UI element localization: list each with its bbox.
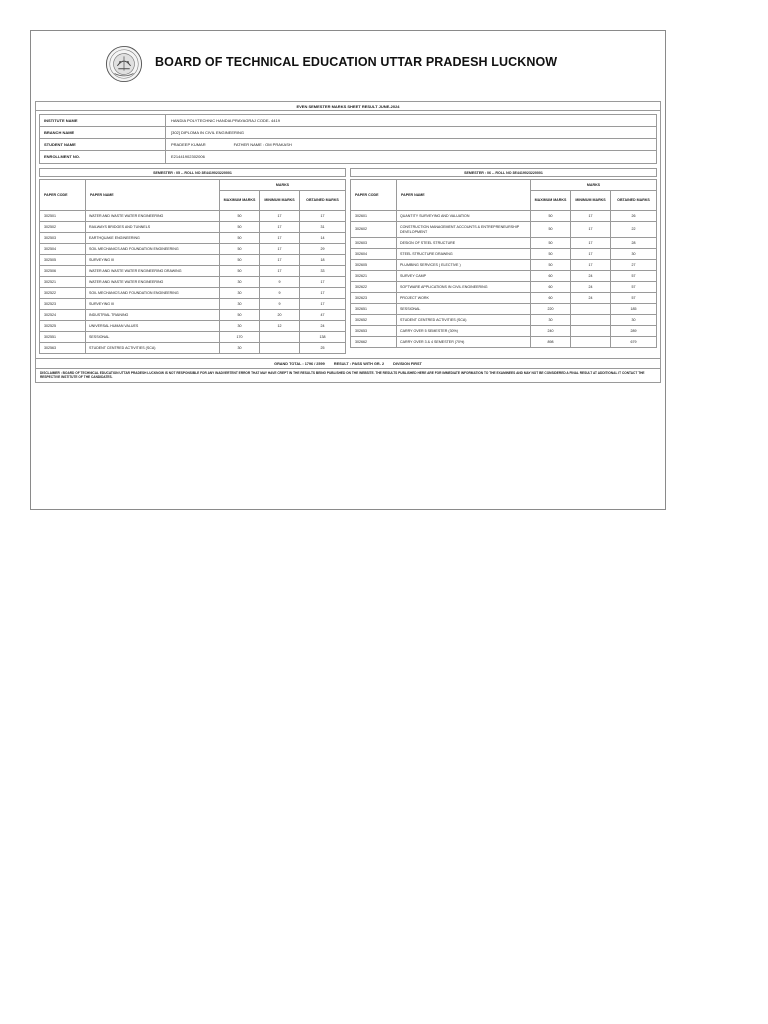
obtained-marks-cell: 18 (300, 255, 346, 266)
student-info (39, 114, 657, 164)
paper-code-cell: 302502 (40, 222, 86, 233)
paper-code-cell: 302662 (351, 337, 397, 348)
maximum-marks-cell: 30 (220, 277, 260, 288)
paper-name-cell: SESSIONAL (397, 304, 531, 315)
division: DIVISION FIRST (393, 362, 422, 366)
minimum-marks-cell: 9 (260, 277, 300, 288)
table-row (40, 299, 346, 310)
paper-code-cell: 302651 (351, 304, 397, 315)
obtained-marks-cell: 17 (300, 299, 346, 310)
obtained-marks-cell: 17 (300, 211, 346, 222)
paper-code-cell: 302504 (40, 244, 86, 255)
maximum-marks-cell: 50 (220, 211, 260, 222)
grand-total: GRAND TOTAL : 1796 / 2599 (274, 362, 325, 366)
obtained-marks-cell: 17 (300, 288, 346, 299)
paper-name-cell: PROJECT WORK (397, 293, 531, 304)
table-row (40, 233, 346, 244)
table-row (351, 260, 657, 271)
semester-6 (350, 168, 657, 354)
table-row (351, 337, 657, 348)
maximum-marks-cell: 50 (220, 266, 260, 277)
minimum-marks-cell: 24 (571, 293, 611, 304)
table-row (351, 304, 657, 315)
table-row (351, 222, 657, 238)
table-row (40, 310, 346, 321)
maximum-marks-cell: 30 (220, 343, 260, 354)
result-title: EVEN SEMESTER MARKS SHEET RESULT JUNE-2024 (36, 102, 660, 111)
maximum-marks-cell: 50 (531, 211, 571, 222)
paper-name-cell: WATER AND WASTE WATER ENGINEERING (86, 211, 220, 222)
obtained-marks-cell: 47 (300, 310, 346, 321)
marksheet-page (30, 30, 666, 510)
paper-name-cell: STEEL STRUCTURE DRAWING (397, 249, 531, 260)
header (31, 43, 665, 83)
paper-code-cell: 302501 (40, 211, 86, 222)
minimum-marks-cell: 17 (571, 222, 611, 238)
maximum-marks-cell: 50 (531, 222, 571, 238)
maximum-marks-cell: 50 (531, 238, 571, 249)
paper-name-cell: RAILWAYS BRIDGES AND TUNNELS (86, 222, 220, 233)
paper-code-cell: 302601 (351, 211, 397, 222)
minimum-marks-cell: 17 (260, 233, 300, 244)
paper-code-cell: 302623 (351, 293, 397, 304)
maximum-marks-cell: 50 (531, 260, 571, 271)
paper-code-cell: 302521 (40, 277, 86, 288)
maximum-marks-cell: 60 (531, 282, 571, 293)
minimum-marks-cell: 24 (571, 282, 611, 293)
paper-code-cell: 302622 (351, 282, 397, 293)
minimum-marks-cell: 17 (260, 211, 300, 222)
obtained-marks-cell: 27 (611, 260, 657, 271)
maximum-marks-cell: 50 (220, 233, 260, 244)
table-row (40, 321, 346, 332)
obtained-marks-cell: 29 (300, 244, 346, 255)
col-maximum: MAXIMUM MARKS (531, 191, 571, 211)
col-paper-code: PAPER CODE (40, 180, 86, 211)
institute-value: HANDIA POLYTECHNIC HANDIA PRAYAGRAJ CODE- 4419 (171, 118, 280, 123)
table-row (40, 222, 346, 233)
col-paper-name: PAPER NAME (86, 180, 220, 211)
paper-code-cell: 302551 (40, 332, 86, 343)
maximum-marks-cell: 170 (220, 332, 260, 343)
paper-code-cell: 302653 (351, 326, 397, 337)
minimum-marks-cell: 17 (260, 222, 300, 233)
enrollment-label: ENROLLMENT NO. (40, 151, 166, 163)
semester-5-table (39, 179, 346, 354)
paper-code-cell: 302602 (351, 222, 397, 238)
result-sheet (35, 101, 661, 383)
paper-code-cell: 302621 (351, 271, 397, 282)
minimum-marks-cell: 12 (260, 321, 300, 332)
maximum-marks-cell: 60 (531, 271, 571, 282)
col-paper-name: PAPER NAME (397, 180, 531, 211)
paper-code-cell: 302523 (40, 299, 86, 310)
obtained-marks-cell: 185 (611, 304, 657, 315)
obtained-marks-cell: 57 (611, 293, 657, 304)
paper-name-cell: DESIGN OF STEEL STRUCTURE (397, 238, 531, 249)
paper-name-cell: WATER AND WASTE WATER ENGINEERING DRAWING (86, 266, 220, 277)
paper-name-cell: SURVEY CAMP (397, 271, 531, 282)
paper-name-cell: SESSIONAL (86, 332, 220, 343)
col-paper-code: PAPER CODE (351, 180, 397, 211)
minimum-marks-cell (571, 326, 611, 337)
col-minimum: MINIMUM MARKS (260, 191, 300, 211)
minimum-marks-cell: 17 (260, 244, 300, 255)
paper-name-cell: CARRY OVER 5 SEMESTER (30%) (397, 326, 531, 337)
institute-label: INSTITUTE NAME (40, 115, 166, 126)
branch-row (40, 127, 656, 139)
minimum-marks-cell (260, 332, 300, 343)
maximum-marks-cell: 898 (531, 337, 571, 348)
maximum-marks-cell: 50 (220, 244, 260, 255)
student-label: STUDENT NAME (40, 139, 166, 150)
minimum-marks-cell: 17 (571, 260, 611, 271)
table-row (351, 282, 657, 293)
obtained-marks-cell: 289 (611, 326, 657, 337)
paper-name-cell: STUDENT CENTRED ACTIVITIES (SCA) (86, 343, 220, 354)
student-row (40, 139, 656, 151)
obtained-marks-cell: 22 (611, 222, 657, 238)
minimum-marks-cell (571, 337, 611, 348)
paper-code-cell: 302525 (40, 321, 86, 332)
table-row (40, 288, 346, 299)
board-title: BOARD OF TECHNICAL EDUCATION UTTAR PRADESH LUCKNOW (155, 55, 558, 69)
minimum-marks-cell: 17 (260, 255, 300, 266)
enrollment-row (40, 151, 656, 163)
paper-name-cell: SOIL MECHANICS AND FOUNDATION ENGINEERING (86, 288, 220, 299)
semester-6-title: SEMESTER : 06 -- ROLL NO 3E4419023220001 (350, 168, 657, 177)
minimum-marks-cell (571, 315, 611, 326)
table-row (351, 326, 657, 337)
table-row (40, 332, 346, 343)
obtained-marks-cell: 57 (611, 271, 657, 282)
branch-label: BRANCH NAME (40, 127, 166, 138)
minimum-marks-cell: 17 (571, 238, 611, 249)
paper-name-cell: SURVEYING III (86, 299, 220, 310)
paper-code-cell: 302604 (351, 249, 397, 260)
minimum-marks-cell: 17 (571, 249, 611, 260)
paper-code-cell: 302524 (40, 310, 86, 321)
grand-total-row (36, 358, 660, 368)
maximum-marks-cell: 30 (220, 288, 260, 299)
maximum-marks-cell: 30 (220, 321, 260, 332)
minimum-marks-cell: 17 (571, 211, 611, 222)
obtained-marks-cell: 25 (300, 343, 346, 354)
branch-value: [302] DIPLOMA IN CIVIL ENGINEERING (171, 130, 244, 135)
paper-code-cell: 302603 (351, 238, 397, 249)
col-minimum: MINIMUM MARKS (571, 191, 611, 211)
minimum-marks-cell: 20 (260, 310, 300, 321)
maximum-marks-cell: 240 (531, 326, 571, 337)
paper-name-cell: EARTHQUAKE ENGINEERING (86, 233, 220, 244)
minimum-marks-cell: 24 (571, 271, 611, 282)
obtained-marks-cell: 33 (300, 266, 346, 277)
paper-name-cell: INDUSTRIAL TRAINING (86, 310, 220, 321)
maximum-marks-cell: 60 (531, 293, 571, 304)
obtained-marks-cell: 138 (300, 332, 346, 343)
obtained-marks-cell: 679 (611, 337, 657, 348)
paper-name-cell: PLUMBING SERVICES ( ELECTIVE ) (397, 260, 531, 271)
paper-name-cell: UNIVERSAL HUMAN VALUES (86, 321, 220, 332)
table-row (351, 211, 657, 222)
maximum-marks-cell: 30 (531, 315, 571, 326)
obtained-marks-cell: 31 (300, 222, 346, 233)
table-row (351, 293, 657, 304)
student-value (166, 139, 656, 150)
paper-name-cell: SURVEYING III (86, 255, 220, 266)
maximum-marks-cell: 50 (220, 255, 260, 266)
obtained-marks-cell: 26 (611, 211, 657, 222)
col-marks: MARKS (220, 180, 346, 191)
obtained-marks-cell: 30 (611, 315, 657, 326)
obtained-marks-cell: 57 (611, 282, 657, 293)
paper-code-cell: 302505 (40, 255, 86, 266)
minimum-marks-cell (260, 343, 300, 354)
table-row (351, 238, 657, 249)
table-row (40, 266, 346, 277)
semester-6-table (350, 179, 657, 348)
maximum-marks-cell: 30 (220, 299, 260, 310)
table-row (40, 211, 346, 222)
minimum-marks-cell: 17 (260, 266, 300, 277)
minimum-marks-cell (571, 304, 611, 315)
paper-code-cell: 302506 (40, 266, 86, 277)
paper-code-cell: 302503 (40, 233, 86, 244)
table-row (40, 244, 346, 255)
table-row (351, 271, 657, 282)
col-maximum: MAXIMUM MARKS (220, 191, 260, 211)
semester-5-title: SEMESTER : 05 -- ROLL NO 3E4419023220001 (39, 168, 346, 177)
paper-code-cell: 302605 (351, 260, 397, 271)
obtained-marks-cell: 28 (611, 238, 657, 249)
table-row (351, 249, 657, 260)
table-row (40, 255, 346, 266)
col-obtained: OBTAINED MARKS (611, 191, 657, 211)
maximum-marks-cell: 220 (531, 304, 571, 315)
enrollment-value: E21441902302006 (171, 154, 205, 159)
maximum-marks-cell: 50 (220, 310, 260, 321)
paper-code-cell: 302563 (40, 343, 86, 354)
paper-name-cell: QUANTITY SURVEYING AND VALUATION (397, 211, 531, 222)
minimum-marks-cell: 9 (260, 299, 300, 310)
disclaimer: DISCLAIMER : BOARD OF TECHNICAL EDUCATION UTTAR PRADESH LUCKNOW IS NOT RESPONSIBLE FOR ANY INADVERTENT ERROR THAT MAY HAVE CREPT IN THE RESULTS BEING PUBLISHED ON THE WEBSITE. THE RESULTS PUBLISHED HERE ARE FOR IMMEDIATE INFORMATION TO THE EXAMINEES AND MAY NOT BE CONSIDERED A FINAL RESULT AT ADDITIONAL IT CONTACT THE RESPECTIVE INSTITUTE OF THE CANDIDATES. (36, 368, 660, 382)
father-name: FATHER NAME : OM PRAKASH (233, 142, 292, 147)
obtained-marks-cell: 30 (611, 249, 657, 260)
obtained-marks-cell: 17 (300, 277, 346, 288)
paper-name-cell: CARRY OVER 3 & 4 SEMESTER (70%) (397, 337, 531, 348)
paper-name-cell: CONSTRUCTION MANAGEMENT ACCOUNTS & ENTREPRENEURSHIP DEVELOPMENT (397, 222, 531, 238)
institute-row (40, 115, 656, 127)
paper-name-cell: SOFTWARE APPLICATIONS IN CIVIL ENGINEERING (397, 282, 531, 293)
table-row (40, 277, 346, 288)
obtained-marks-cell: 14 (300, 233, 346, 244)
minimum-marks-cell: 9 (260, 288, 300, 299)
col-obtained: OBTAINED MARKS (300, 191, 346, 211)
paper-name-cell: WATER AND WASTE WATER ENGINEERING (86, 277, 220, 288)
maximum-marks-cell: 50 (531, 249, 571, 260)
paper-name-cell: STUDENT CENTRED ACTIVITIES (SCA) (397, 315, 531, 326)
paper-code-cell: 302652 (351, 315, 397, 326)
semester-tables (39, 168, 657, 354)
paper-code-cell: 302522 (40, 288, 86, 299)
paper-name-cell: SOIL MECHANICS AND FOUNDATION ENGINEERING (86, 244, 220, 255)
table-row (40, 343, 346, 354)
student-name: PRADEEP KUMAR (171, 142, 206, 147)
table-row (351, 315, 657, 326)
col-marks: MARKS (531, 180, 657, 191)
result-status: RESULT : PASS WITH GR- 2 (333, 362, 385, 366)
obtained-marks-cell: 24 (300, 321, 346, 332)
maximum-marks-cell: 50 (220, 222, 260, 233)
semester-5 (39, 168, 346, 354)
up-government-emblem-icon (105, 45, 143, 83)
